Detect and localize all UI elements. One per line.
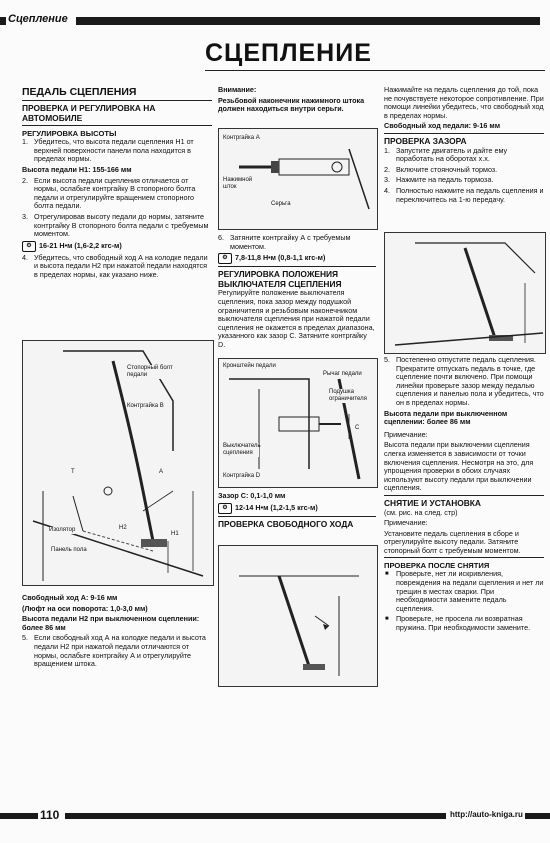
- note2-label: Примечание:: [384, 518, 428, 528]
- column-3: [384, 86, 544, 206]
- divider: [22, 100, 212, 101]
- step-item: 3. Нажмите на педаль тормоза.: [384, 175, 494, 185]
- pedal-bracket-label: Кронштейн педали: [223, 363, 276, 369]
- free-play-intro: Нажимайте на педаль сцепления до той, пока не почувствуете некоторое сопротивление. При помощи линейки убедитесь, что свободный ход в пределах нормы.: [384, 85, 544, 120]
- list-item: ■ Проверьте, не просела ли возвратная пружина. При необходимости замените.: [384, 615, 544, 632]
- switch-adjust-heading: РЕГУЛИРОВКА ПОЛОЖЕНИЯ ВЫКЛЮЧАТЕЛЯ СЦЕПЛЕНИЯ: [218, 269, 342, 289]
- torque-wrench-icon: ⚙: [218, 503, 232, 514]
- free-play-figure: [218, 545, 378, 687]
- h2-label: H2: [119, 525, 127, 531]
- divider: [218, 516, 376, 517]
- column-2: [218, 86, 376, 116]
- pedal-lever-label: Рычаг педали: [323, 371, 362, 377]
- removal-reference: (см. рис. на след. стр): [384, 507, 458, 517]
- page-footer: [0, 800, 550, 843]
- step-4-list: [22, 254, 212, 280]
- gap-steps: [384, 147, 544, 205]
- removal-heading: СНЯТИЕ И УСТАНОВКА: [384, 497, 481, 508]
- step-item: 5. Если свободный ход А на колодке педали и высота педали H2 при нажатой педали отличаются от нормы, ослабьте контргайку А и отрегулируйте вращением штока.: [22, 633, 206, 669]
- pedal-height-h2-spec: Высота педали H2 при выключенном сцеплении: более 86 мм: [22, 614, 200, 632]
- locknut-b-label: Контргайка В: [127, 403, 164, 409]
- list-item: ■ Проверьте, нет ли искривления, повреждения на педали сцепления и нет ли трещин в местах сварки. При необходимости замените педаль сцепления.: [384, 570, 544, 613]
- torque-spec: ⚙ 12-14 Н•м (1,2-1,5 кгс-м): [218, 503, 376, 514]
- gap-spec: Зазор С: 0,1-1,0 мм: [218, 491, 286, 500]
- note-text: Высота педали при выключении сцепления слегка изменяется в зависимости от точки включения сцепления. Несмотря на это, для упрощения проверки в обоих случаях используют высоту педали при выключении сцепления.: [384, 440, 534, 493]
- clutch-switch-label: Выключатель сцепления: [223, 443, 261, 456]
- step-item: 6. Затяните контргайку А с требуемым моментом.: [218, 233, 351, 251]
- column-1: [22, 86, 212, 282]
- pedal-height-spec: Высота педали H1: 155-166 мм: [22, 164, 132, 174]
- torque-spec: ⚙ 16-21 Н•м (1,6-2,2 кгс-м): [22, 241, 212, 252]
- divider: [22, 125, 212, 126]
- step-item: 4. Убедитесь, что свободный ход А на колодке педали и высота педали H2 при нажатой педали находятся в пределах нормы, как указано ниже.: [22, 252, 208, 279]
- divider: [384, 495, 544, 496]
- page-title: СЦЕПЛЕНИЕ: [205, 39, 372, 67]
- page-header: [0, 0, 550, 30]
- divider: [384, 557, 544, 558]
- c-label: C: [355, 425, 360, 431]
- locknut-d-label: Контргайка D: [223, 473, 261, 479]
- switch-diagram: [219, 359, 377, 487]
- column-2-lower: [218, 492, 376, 529]
- free-play-diagram: [219, 546, 377, 686]
- after-removal-list: [384, 570, 544, 632]
- gap-check-diagram: [385, 233, 545, 353]
- free-play-spec: Свободный ход A: 9-16 мм: [22, 593, 118, 602]
- stopper-pad-label: Подушка ограничителя: [329, 389, 375, 403]
- column-2-mid: [218, 234, 376, 352]
- step-item: 2. Включите стояночный тормоз.: [384, 164, 498, 174]
- section-label: Сцепление: [6, 12, 76, 26]
- h1-label: H1: [171, 531, 179, 537]
- step-item: 1. Убедитесь, что высота педали сцепления H1 от верхней поверхности панели пола находится в пределах нормы.: [22, 137, 194, 164]
- column-1-lower: [22, 594, 212, 671]
- clutch-pedal-heading: ПЕДАЛЬ СЦЕПЛЕНИЯ: [22, 86, 137, 98]
- column-3-lower: [384, 356, 544, 635]
- site-url: http://auto-kniga.ru: [446, 808, 525, 822]
- note-label: Примечание:: [384, 429, 428, 439]
- free-play-check-heading: ПРОВЕРКА СВОБОДНОГО ХОДА: [218, 518, 354, 529]
- attention-label: Внимание:: [218, 85, 257, 94]
- title-rule: [205, 70, 545, 71]
- divider: [384, 133, 544, 134]
- divider: [218, 266, 376, 267]
- push-rod-figure: [218, 128, 378, 230]
- disengaged-height-spec: Высота педали при выключенном сцеплении: более 86 мм: [384, 408, 508, 427]
- torque-wrench-icon: ⚙: [218, 253, 232, 264]
- attention-text: Резьбовой наконечник нажимного штока должен находиться внутри серьги.: [218, 95, 365, 114]
- clutch-switch-figure: [218, 358, 378, 488]
- height-steps: [22, 138, 212, 239]
- step-6-list: [218, 234, 376, 251]
- free-play-norm: Свободный ход педали: 9-16 мм: [384, 121, 501, 131]
- torque-wrench-icon: ⚙: [22, 241, 36, 252]
- torque-spec: ⚙ 7,8-11,8 Н•м (0,8-1,1 кгс-м): [218, 253, 376, 264]
- step-item: 4. Полностью нажмите на педаль сцепления и переключитесь на 1-ю передачу.: [384, 185, 544, 204]
- gap-check-heading: ПРОВЕРКА ЗАЗОРА: [384, 135, 467, 146]
- insulator-label: Изолятор: [49, 527, 76, 533]
- gap-check-figure: [384, 232, 546, 354]
- push-rod-label: Нажимной шток: [223, 177, 263, 191]
- step-item: 1. Запустите двигатель и дайте ему поработать на оборотах х.х.: [384, 145, 508, 164]
- t-label: T: [71, 469, 75, 475]
- stop-bolt-label: Стопорный болт педали: [127, 365, 181, 379]
- header-bar: [0, 17, 540, 25]
- gap-step-5: [384, 356, 544, 408]
- height-adjustment-heading: РЕГУЛИРОВКА ВЫСОТЫ: [22, 129, 117, 139]
- step-item: 5. Постепенно отпустите педаль сцепления. Прекратите отпускать педаль в точке, где сцепление почти включено. При помощи линейки проверьте зазор между педалью сцепления и панелью пола и убедитесь, что он в пределах нормы.: [384, 355, 544, 407]
- free-play-axis-spec: (Люфт на оси поворота: 1,0-3,0 мм): [22, 603, 148, 613]
- step-5-list: [22, 634, 212, 668]
- locknut-a-label: Контргайка А: [223, 135, 260, 141]
- inspection-heading: ПРОВЕРКА И РЕГУЛИРОВКА НА АВТОМОБИЛЕ: [22, 103, 156, 123]
- clevis-label: Серьга: [271, 201, 291, 207]
- after-removal-heading: ПРОВЕРКА ПОСЛЕ СНЯТИЯ: [384, 561, 490, 571]
- step-item: 3. Отрегулировав высоту педали до нормы, затяните контргайку В стопорного болта педали с требуемым моментом.: [22, 211, 209, 239]
- a-label: A: [159, 469, 164, 475]
- step-item: 2. Если высота педали сцепления отличается от нормы, ослабьте контргайку В стопорного болта педали и отрегулируйте вращением стопорного болта педали.: [22, 175, 196, 211]
- floor-panel-label: Панель пола: [51, 547, 87, 553]
- switch-adjust-text: Регулируйте положение выключателя сцепления, пока зазор между подушкой ограничителя и резьбовым наконечником выключателя сцепления при нажатой педали сцепления не окажется в пределах диапазона, указанного как зазор С. Затяните контргайку D.: [218, 288, 375, 349]
- note2-text: Установите педаль сцепления в сборе и отрегулируйте высоту педали. Затяните стопорный болт с требуемым моментом.: [384, 528, 521, 555]
- pedal-height-figure: [22, 340, 214, 586]
- page-number: 110: [38, 807, 65, 823]
